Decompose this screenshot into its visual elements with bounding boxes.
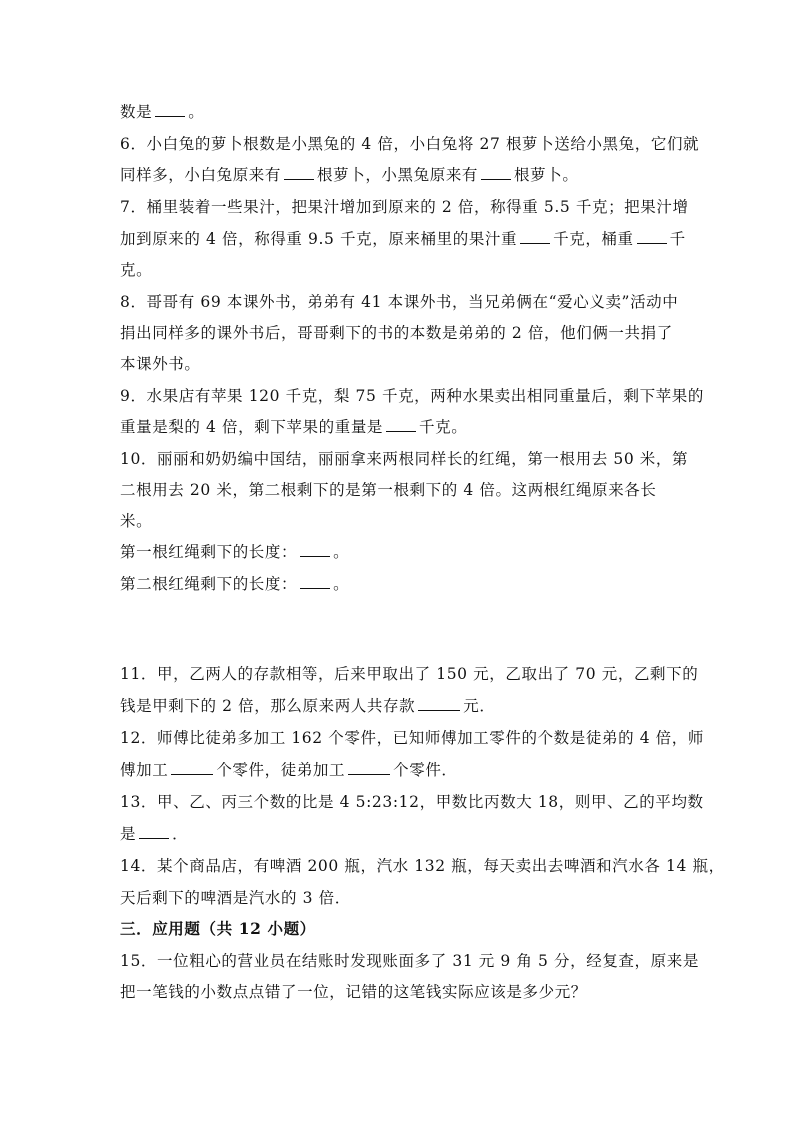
q10-text-b: 。 xyxy=(333,543,350,561)
q12-line-2 xyxy=(120,760,680,780)
q10-answer-blank-1[interactable] xyxy=(300,542,330,557)
q9-text-a: 重量是梨的 4 倍，剩下苹果的重量是 xyxy=(120,418,384,436)
q12-text-a: 傅加工 xyxy=(120,761,169,779)
q10-line-1: 10．丽丽和奶奶编中国结，丽丽拿来两根同样长的红绳，第一根用去 50 米，第 xyxy=(120,450,689,468)
q6-answer-blank-1[interactable] xyxy=(284,165,314,180)
q12-text-c: 个零件． xyxy=(393,761,458,779)
q10-text-d: 。 xyxy=(333,575,350,593)
q15-line-2: 把一笔钱的小数点点错了一位，记错的这笔钱实际应该是多少元？ xyxy=(120,983,587,1001)
q13-line-2 xyxy=(120,824,680,844)
q11-line-2 xyxy=(120,696,680,716)
q8-line-3: 本课外书。 xyxy=(120,355,201,373)
q12-text-b: 个零件，徒弟加工 xyxy=(216,761,346,779)
q7-answer-blank-2[interactable] xyxy=(637,229,667,244)
q6-text-b: 根萝卜，小黑兔原来有 xyxy=(317,166,479,184)
q7-line-1: 7．桶里装着一些果汁，把果汁增加到原来的 2 倍，称得重 5.5 千克；把果汁增 xyxy=(120,198,689,216)
q13-line-1: 13．甲、乙、丙三个数的比是 4 5:23:12，甲数比丙数大 18，则甲、乙的平均数 xyxy=(120,793,704,811)
q10-text-a: 第一根红绳剩下的长度： xyxy=(120,543,298,561)
q7-answer-blank-1[interactable] xyxy=(520,229,550,244)
section-heading: 三．应用题（共 12 小题） xyxy=(120,919,316,938)
q13-text-b: ． xyxy=(172,825,189,843)
q14-line-1: 14．某个商品店，有啤酒 200 瓶，汽水 132 瓶，每天卖出去啤酒和汽水各 14 瓶， xyxy=(120,857,725,875)
q8-line-2: 捐出同样多的课外书后，哥哥剩下的书的本数是弟弟的 2 倍，他们俩一共捐了 xyxy=(120,324,673,342)
q7-text-b: 千克，桶重 xyxy=(553,230,634,248)
q15-line-1: 15．一位粗心的营业员在结账时发现账面多了 31 元 9 角 5 分，经复查，原来是 xyxy=(120,952,699,970)
q10-line-3: 米。 xyxy=(120,512,153,530)
q13-answer-blank[interactable] xyxy=(139,824,169,839)
q6-answer-blank-2[interactable] xyxy=(481,165,511,180)
q10-line-5 xyxy=(120,574,680,594)
q9-line-1: 9．水果店有苹果 120 千克，梨 75 千克，两种水果卖出相同重量后，剩下苹果的 xyxy=(120,387,704,405)
q11-text-a: 钱是甲剩下的 2 倍，那么原来两人共存款 xyxy=(120,697,416,715)
q7-line-2 xyxy=(120,229,686,249)
q10-text-c: 第二根红绳剩下的长度： xyxy=(120,575,298,593)
q11-answer-blank[interactable] xyxy=(418,696,460,711)
q5-line-1 xyxy=(120,102,680,122)
q12-line-1: 12．师傅比徒弟多加工 162 个零件，已知师傅加工零件的个数是徒弟的 4 倍，师 xyxy=(120,729,704,747)
q10-line-4 xyxy=(120,542,680,562)
q9-answer-blank[interactable] xyxy=(386,417,416,432)
q9-text-b: 千克。 xyxy=(419,418,468,436)
q6-line-1: 6．小白兔的萝卜根数是小黑兔的 4 倍，小白兔将 27 根萝卜送给小黑兔，它们就 xyxy=(120,135,700,153)
q5-text-end: 。 xyxy=(188,103,205,121)
q12-answer-blank-2[interactable] xyxy=(348,760,390,775)
q6-line-2 xyxy=(120,165,680,185)
q7-text-c: 千 xyxy=(669,230,686,248)
q5-answer-blank[interactable] xyxy=(155,102,185,117)
q7-text-a: 加到原来的 4 倍，称得重 9.5 千克，原来桶里的果汁重 xyxy=(120,230,518,248)
q13-text-a: 是 xyxy=(120,825,137,843)
q8-line-1: 8．哥哥有 69 本课外书，弟弟有 41 本课外书，当兄弟俩在“爱心义卖”活动中 xyxy=(120,293,679,311)
q9-line-2 xyxy=(120,417,680,437)
q11-text-b: 元． xyxy=(463,697,496,715)
q14-line-2: 天后剩下的啤酒是汽水的 3 倍． xyxy=(120,889,351,907)
q10-line-2: 二根用去 20 米，第二根剩下的是第一根剩下的 4 倍。这两根红绳原来各长 xyxy=(120,481,657,499)
q10-answer-blank-2[interactable] xyxy=(300,574,330,589)
q7-line-3: 克。 xyxy=(120,261,153,279)
q11-line-1: 11．甲，乙两人的存款相等，后来甲取出了 150 元，乙取出了 70 元，乙剩下的 xyxy=(120,665,699,683)
q6-text-c: 根萝卜。 xyxy=(514,166,579,184)
q6-text-a: 同样多，小白兔原来有 xyxy=(120,166,282,184)
q5-text: 数是 xyxy=(120,103,153,121)
q12-answer-blank-1[interactable] xyxy=(171,760,213,775)
